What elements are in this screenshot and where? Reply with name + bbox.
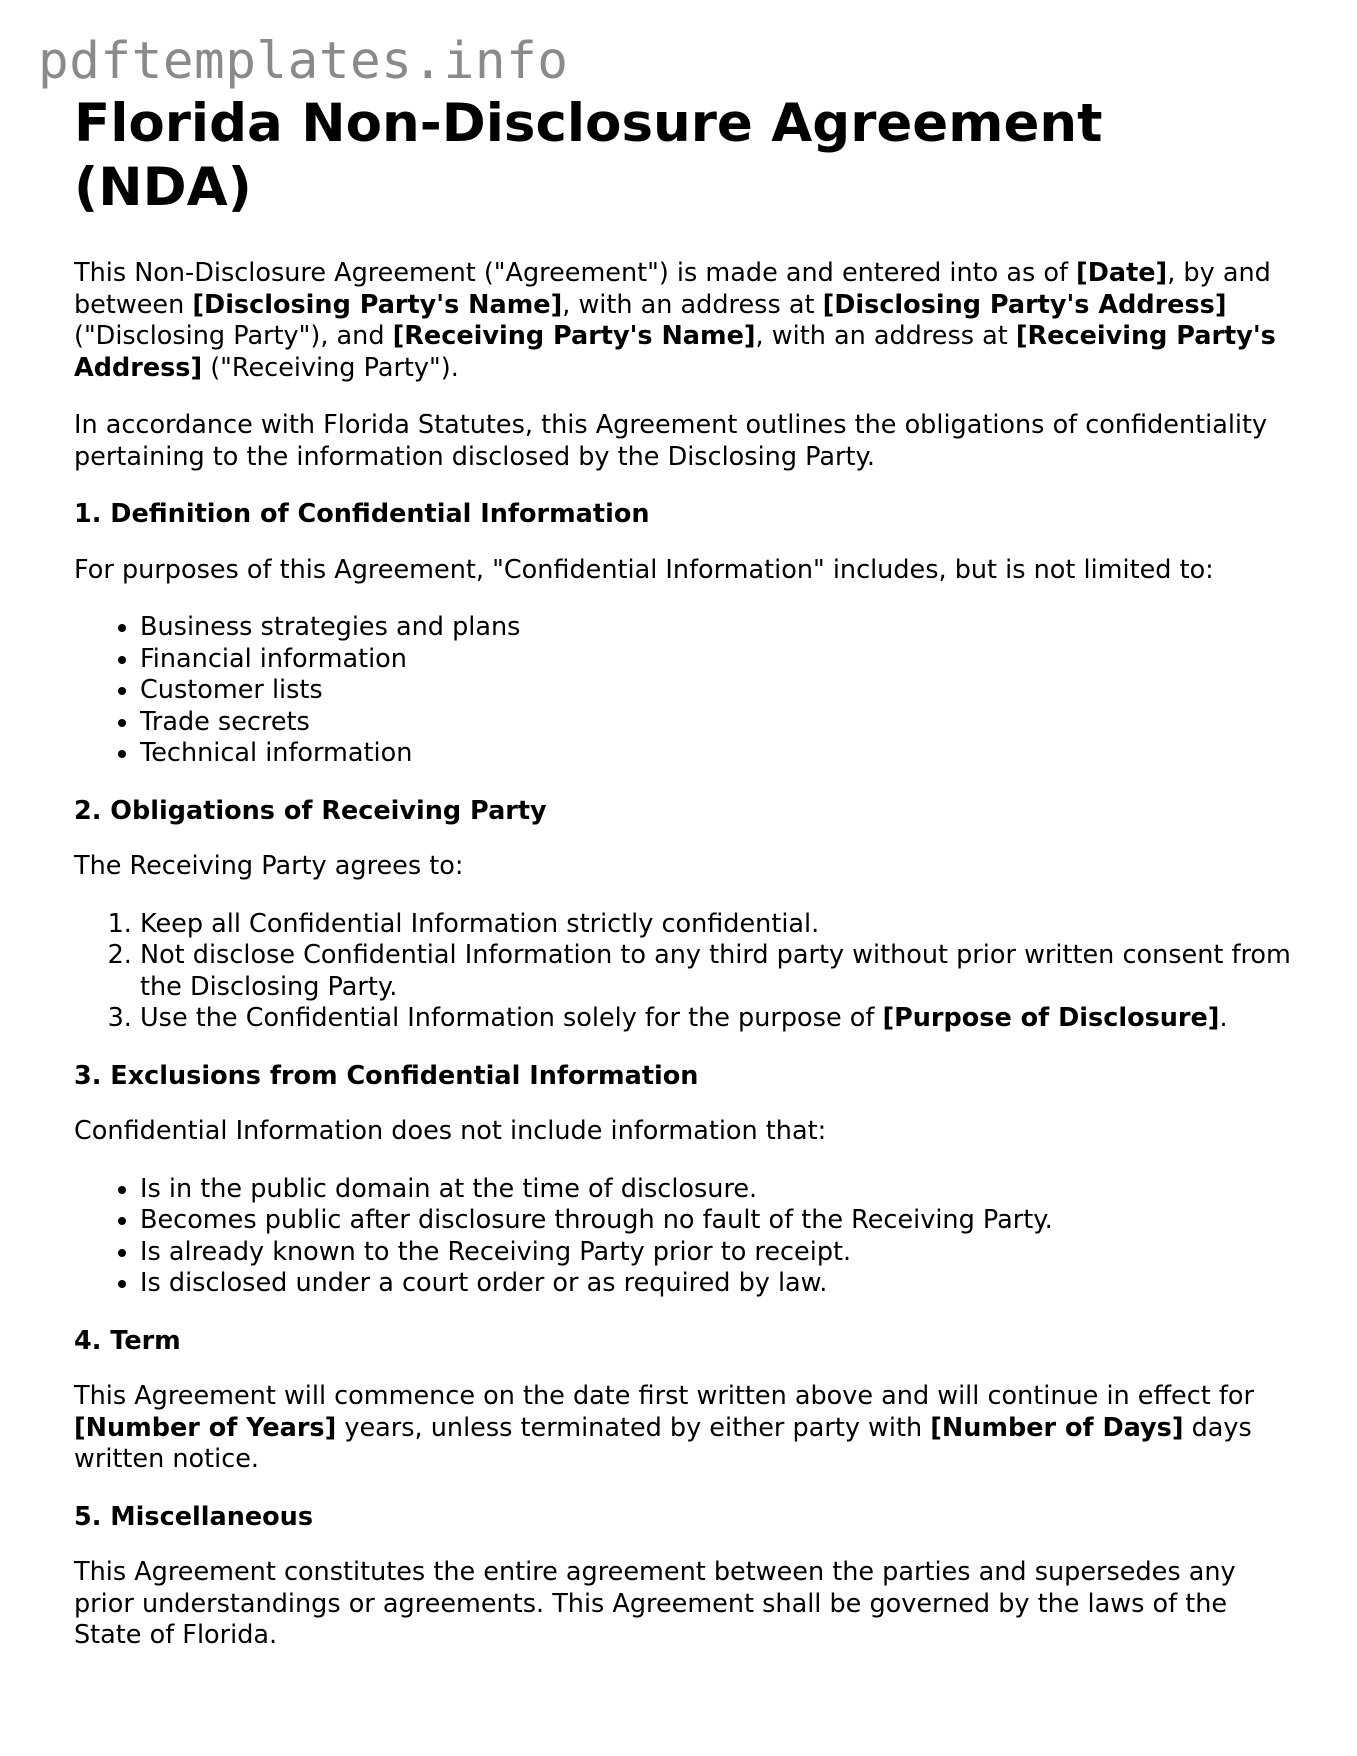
list-item: • Business strategies and plans (140, 612, 1294, 644)
section-4-heading: 4. Term (74, 1325, 181, 1356)
obligations-list (74, 909, 1294, 1035)
receiving-party-address-placeholder: [Receiving Party's Address] (74, 321, 1276, 383)
obligation-3-text: Use the Confidential Information solely for the purpose of (140, 1003, 883, 1033)
section-5-text: This Agreement constitutes the entire agreement between the parties and supersedes any prior understandings or agreements. This Agreement shall be governed by the laws of the State of Florida. (74, 1557, 1236, 1650)
receiving-party-name-placeholder: [Receiving Party's Name] (392, 321, 756, 351)
list-item: • Is in the public domain at the time of disclosure. (140, 1174, 1294, 1206)
section-1-text: For purposes of this Agreement, "Confidential Information" includes, but is not limited to: (74, 554, 1214, 585)
disclosing-party-name-placeholder: [Disclosing Party's Name] (192, 289, 563, 320)
section-5-heading: 5. Miscellaneous (74, 1501, 314, 1532)
watermark: pdftemplates.info (38, 32, 569, 91)
term-text-1: This Agreement will commence on the date first written above and will continue in effect for (74, 1381, 1254, 1411)
days-placeholder: [Number of Days] (930, 1412, 1184, 1443)
purpose-placeholder: [Purpose of Disclosure] (882, 1003, 1220, 1033)
document-title: Florida Non-Disclosure Agreement (NDA) (74, 93, 1103, 218)
list-item: 1. Keep all Confidential Information strictly confidential. (140, 909, 1294, 941)
exclusions-list (74, 1174, 1294, 1300)
term-text-2: years, unless terminated by either party with (336, 1412, 931, 1443)
intro-text-1: This Non-Disclosure Agreement ("Agreement") is made and entered into as of (74, 258, 1077, 288)
statutes-paragraph: In accordance with Florida Statutes, this Agreement outlines the obligations of confidentiality pertaining to the information disclosed by the Disclosing Party. (74, 410, 1268, 472)
list-item: • Technical information (140, 738, 1294, 770)
section-2-heading: 2. Obligations of Receiving Party (74, 795, 547, 826)
section-3-heading: 3. Exclusions from Confidential Information (74, 1060, 699, 1091)
term-text-3: days written notice. (74, 1412, 1252, 1474)
list-item (140, 1003, 1294, 1035)
list-item: • Becomes public after disclosure through no fault of the Receiving Party. (140, 1205, 1294, 1237)
document-body (74, 92, 1294, 1678)
list-item: • Is already known to the Receiving Party prior to receipt. (140, 1237, 1294, 1269)
section-1-heading: 1. Definition of Confidential Information (74, 499, 650, 529)
list-item: 2. Not disclose Confidential Information to any third party without prior written consent from the Disclosing Party. (140, 940, 1294, 1003)
intro-paragraph (74, 258, 1294, 384)
obligation-3-end: . (1219, 1003, 1228, 1033)
intro-text-3: , with an address at (562, 289, 823, 320)
section-2-text: The Receiving Party agrees to: (74, 851, 464, 881)
date-placeholder: [Date] (1076, 258, 1168, 288)
intro-text-5: , with an address at (755, 321, 1016, 351)
intro-text-6: ("Receiving Party"). (202, 352, 459, 383)
intro-text-2: , by and between (74, 258, 1271, 320)
disclosing-party-address-placeholder: [Disclosing Party's Address] (822, 289, 1227, 320)
list-item: • Financial information (140, 644, 1294, 676)
confidential-info-list (74, 612, 1294, 770)
years-placeholder: [Number of Years] (74, 1412, 337, 1443)
section-4-text (74, 1381, 1294, 1476)
list-item: • Is disclosed under a court order or as required by law. (140, 1268, 1294, 1300)
section-3-text: Confidential Information does not include information that: (74, 1116, 827, 1146)
list-item: • Trade secrets (140, 707, 1294, 739)
intro-text-4: ("Disclosing Party"), and (74, 321, 393, 351)
list-item: • Customer lists (140, 675, 1294, 707)
